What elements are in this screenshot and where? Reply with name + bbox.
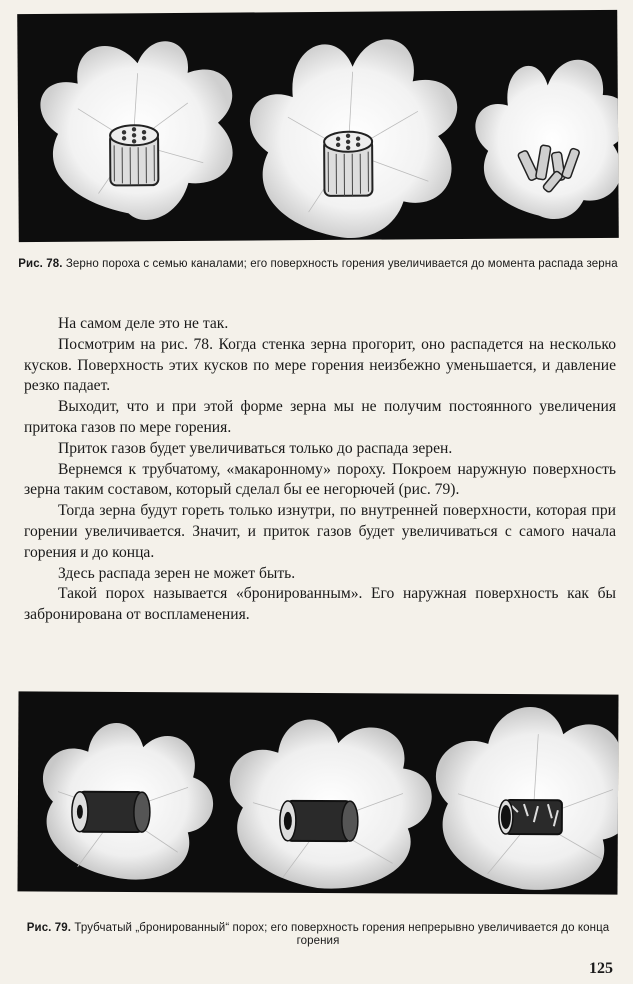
figure-79-caption xyxy=(18,922,618,948)
powder-grain-seven-channels-1 xyxy=(110,125,158,185)
figure-78-caption xyxy=(18,258,618,271)
flame-burst-3 xyxy=(475,59,619,219)
paragraph: Здесь распада зерен не может быть. xyxy=(58,564,296,582)
figure-79-caption-text: Трубчатый „бронированный“ порох; его поверхность горения непрерывно увеличивается до конца горения xyxy=(74,922,610,947)
paragraph: Выходит, что и при этой форме зерна мы не получим постоянного увеличения притока газов по мере горения. xyxy=(24,398,616,436)
armored-tube-grain-2 xyxy=(280,801,358,841)
powder-grain-seven-channels-2 xyxy=(324,132,372,196)
paragraph: Вернемся к трубчатому, «макаронному» пороху. Покроем наружную поверхность зерна таким составом, который сделал бы ее негорючей (рис. 79). xyxy=(24,460,616,499)
armored-tube-grain-3 xyxy=(499,800,562,834)
paragraph: Такой порох называется «бронированным». Его наружная поверхность как бы забронирована от воспламенения. xyxy=(24,585,616,624)
figure-79-svg xyxy=(17,691,618,894)
flame-burst-6 xyxy=(435,706,618,890)
figure-79-caption-label: Рис. 79. xyxy=(26,922,72,934)
figure-78-caption-text: Зерно пороха с семью каналами; его поверхность горения увеличивается до момента распада зерна xyxy=(65,258,618,270)
figure-78-svg xyxy=(17,10,619,242)
paragraph: На самом деле это не так. xyxy=(58,315,229,332)
figure-78-illustration xyxy=(17,10,619,242)
figure-79-illustration xyxy=(17,691,618,894)
page-number: 125 xyxy=(589,960,613,977)
body-text xyxy=(24,314,616,626)
armored-tube-grain-1 xyxy=(72,792,150,832)
paragraph: Тогда зерна будут гореть только изнутри, по внутренней поверхности, которая при горении увеличивается. Значит, и приток газов будет увеличиваться с самого начала горения и до конца. xyxy=(24,502,616,561)
paragraph: Посмотрим на рис. 78. Когда стенка зерна прогорит, оно распадется на несколько кусков. Поверхность этих кусков по мере горения неизбежно уменьшается, и давление резко падает. xyxy=(24,335,616,395)
paragraph: Приток газов будет увеличиваться только до распада зерен. xyxy=(58,439,453,457)
figure-78-caption-label: Рис. 78. xyxy=(18,258,63,270)
